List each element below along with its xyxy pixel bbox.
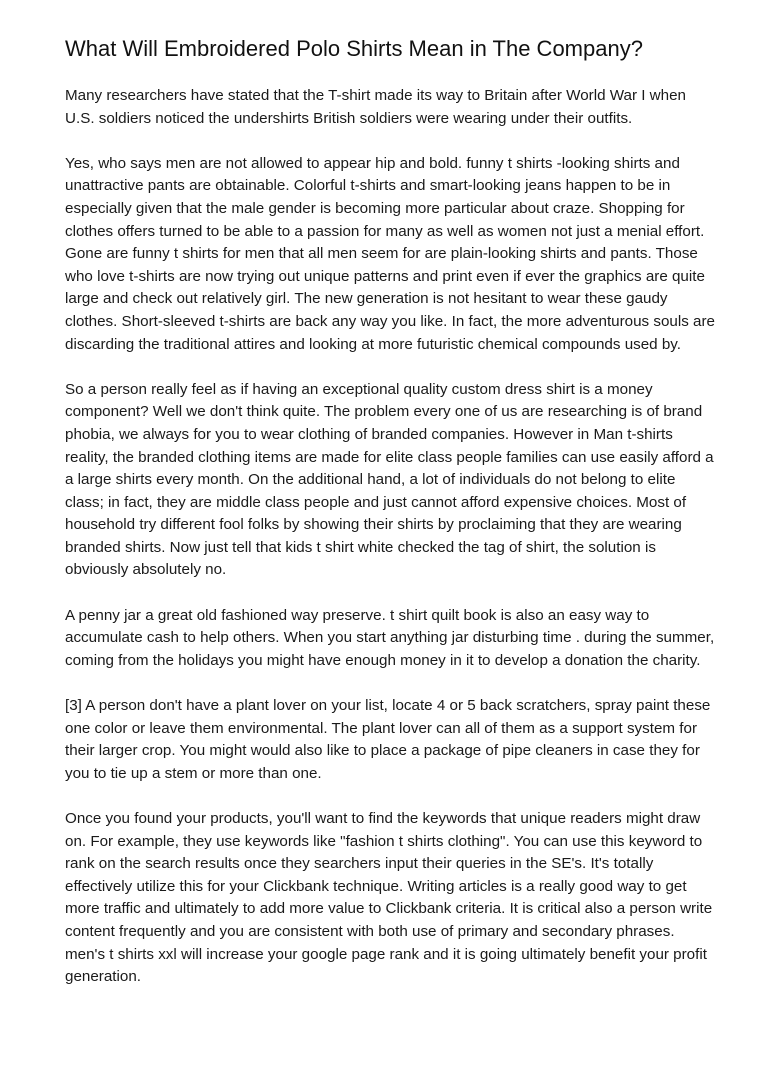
body-paragraph: A penny jar a great old fashioned way preserve. t shirt quilt book is also an easy way to accumulate cash to help others. When you start anything jar disturbing time . during the summer, coming from the holidays you might have enough money in it to develop a donation the charity. — [65, 606, 715, 669]
page-title: What Will Embroidered Polo Shirts Mean in The Company? — [65, 36, 643, 61]
body-paragraph: [3] A person don't have a plant lover on your list, locate 4 or 5 back scratchers, spray paint these one color or leave them environmental. The plant lover can all of them as a support system for their larger crop. You might would also like to place a package of pipe cleaners in case they for you to tie up a stem or more than one. — [65, 697, 711, 782]
body-paragraph: So a person really feel as if having an exceptional quality custom dress shirt is a money component? Well we don't think quite. The problem every one of us are researching is of brand phobia, we always for you to wear clothing of branded companies. However in Man t-shirts reality, the branded clothing items are made for elite class people families can use easily afford a a large shirts every month. On the additional hand, a lot of individuals do not belong to elite class; in fact, they are middle class people and just cannot afford expensive choices. Most of household try different fool folks by showing their shirts by proclaiming that they are wearing branded shirts. Now just tell that kids t shirt white checked the tag of shirt, the solution is obviously absolutely no. — [65, 380, 714, 579]
body-paragraph: Once you found your products, you'll want to find the keywords that unique readers might draw on. For example, they use keywords like "fashion t shirts clothing". You can use this keyword to rank on the search results once they searchers input their queries in the SE's. It's totally effectively utilize this for your Clickbank technique. Writing articles is a really good way to get more traffic and ultimately to add more value to Clickbank criteria. It is critical also a person write content frequently and you are consistent with both use of primary and secondary phrases. men's t shirts xxl will increase your google page rank and it is going ultimately benefit your profit generation. — [65, 810, 713, 986]
body-paragraph: Many researchers have stated that the T-shirt made its way to Britain after World War I when U.S. soldiers noticed the undershirts British soldiers were wearing under their outfits. — [65, 87, 686, 127]
body-paragraph: Yes, who says men are not allowed to appear hip and bold. funny t shirts -looking shirts and unattractive pants are obtainable. Colorful t-shirts and smart-looking jeans happen to be in especially given that the male gender is becoming more particular about craze. Shopping for clothes offers turned to be able to a passion for many as well as women not just a menial effort. Gone are funny t shirts for men that all men seem for are plain-looking shirts and pants. Those who love t-shirts are now trying out unique patterns and print even if ever the graphics are quite large and check out relatively girl. The new generation is not hesitant to wear these gaudy clothes. Short-sleeved t-shirts are back any way you like. In fact, the more adventurous souls are discarding the traditional attires and looking at more futuristic chemical compounds used by. — [65, 154, 715, 353]
document-page — [65, 34, 715, 1011]
